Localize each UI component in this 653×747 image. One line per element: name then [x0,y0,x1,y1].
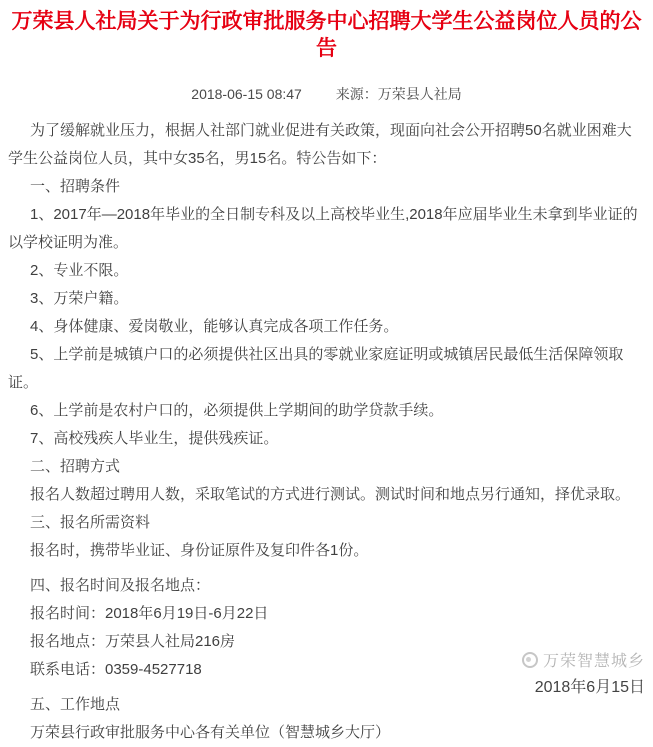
body-paragraph: 报名地点：万荣县人社局216房 [30,632,236,650]
body-paragraph: 二、招聘方式 [30,457,121,475]
article-title: 万荣县人社局关于为行政审批服务中心招聘大学生公益岗位人员的公告 [11,10,642,61]
body-paragraph: 4、身体健康、爱岗敬业，能够认真完成各项工作任务。 [30,317,399,335]
body-paragraph: 1、2017年—2018年毕业的全日制专科及以上高校毕业生,2018年应届毕业生未拿到毕业证的以学校证明为准。 [8,205,638,251]
body-paragraph: 报名时，携带毕业证、身份证原件及复印件各1份。 [30,541,369,559]
article-meta [8,84,645,104]
body-paragraph: 三、报名所需资料 [30,513,151,531]
body-paragraph: 联系电话：0359-4527718 [30,660,202,678]
article-footer [522,648,645,697]
watermark [522,648,645,671]
body-paragraph: 一、招聘条件 [30,177,121,195]
publish-datetime: 2018-06-15 08:47 [191,85,302,102]
source-label: 来源： [335,85,378,102]
body-paragraph: 报名时间：2018年6月19日-6月22日 [30,604,269,622]
watermark-text: 万荣智慧城乡 [542,653,645,670]
body-paragraph: 万荣县行政审批服务中心各有关单位（智慧城乡大厅） [30,723,391,741]
body-paragraph: 报名人数超过聘用人数，采取笔试的方式进行测试。测试时间和地点另行通知，择优录取。 [30,485,631,503]
body-paragraph: 5、上学前是城镇户口的必须提供社区出具的零就业家庭证明或城镇居民最低生活保障领取证。 [8,345,624,391]
body-paragraph: 6、上学前是农村户口的，必须提供上学期间的助学贷款手续。 [30,401,444,419]
signature-date: 2018年6月15日 [534,679,645,696]
body-paragraph: 五、工作地点 [30,695,121,713]
source-name: 万荣县人社局 [377,85,462,102]
body-paragraph: 为了缓解就业压力，根据人社部门就业促进有关政策，现面向社会公开招聘50名就业困难大学生公益岗位人员，其中女35名，男15名。特公告如下： [8,121,632,167]
body-paragraph: 四、报名时间及报名地点： [30,576,211,594]
source [336,86,462,102]
body-paragraph: 3、万荣户籍。 [30,289,129,307]
watermark-logo-icon [522,652,538,668]
body-paragraph: 7、高校残疾人毕业生，提供残疾证。 [30,429,279,447]
body-paragraph: 2、专业不限。 [30,261,129,279]
